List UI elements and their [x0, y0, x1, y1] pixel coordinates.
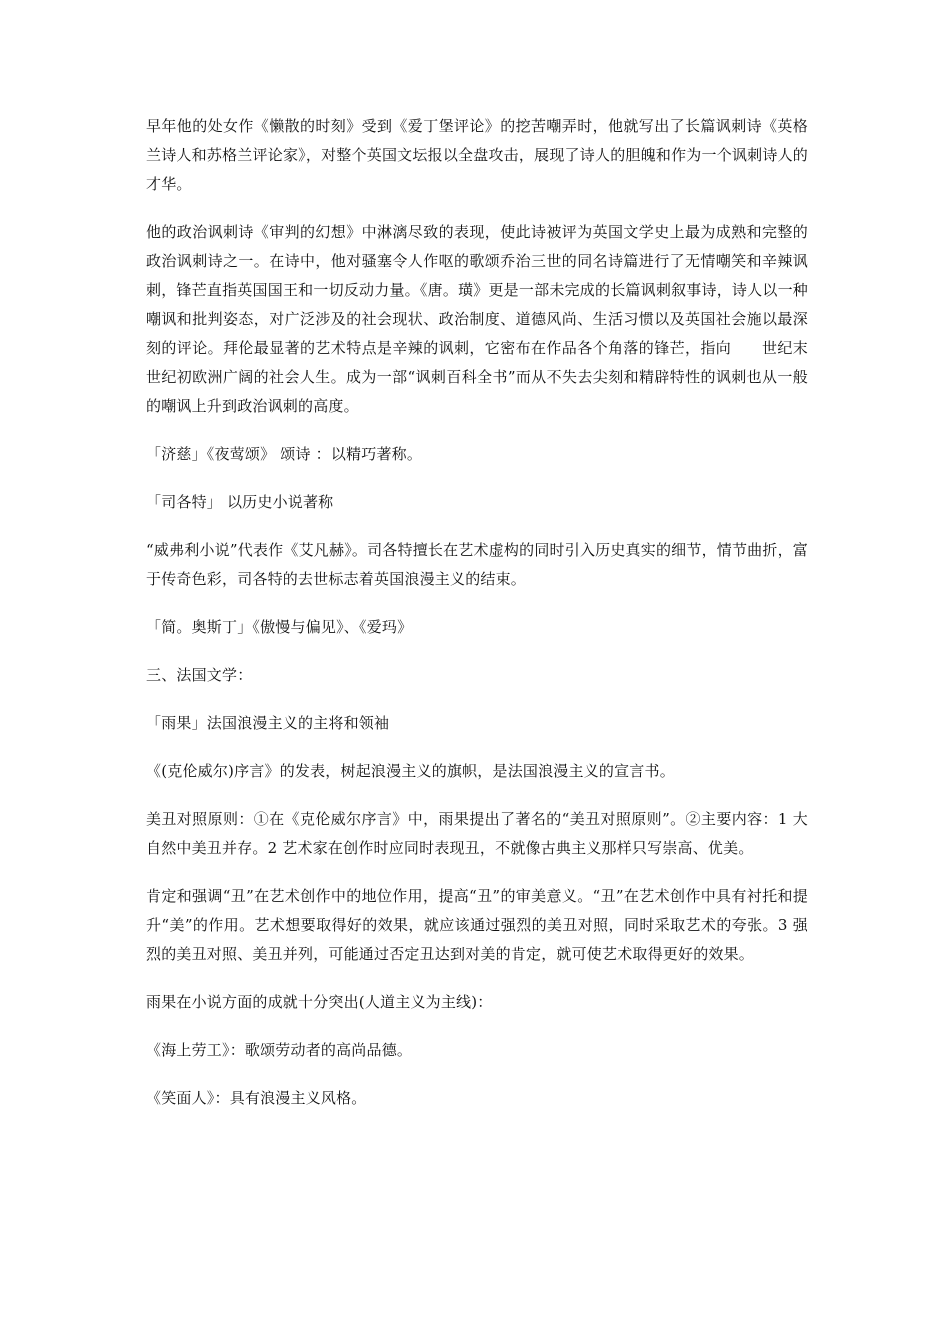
- document-body: [146, 112, 839, 1132]
- paragraph-hugo-novels: 雨果在小说方面的成就十分突出(人道主义为主线)：: [146, 993, 493, 1011]
- paragraph-cromwell-preface: 《(克伦威尔)序言》的发表，树起浪漫主义的旗帜，是法国浪漫主义的宣言书。: [146, 762, 675, 780]
- paragraph-scott-heading: 「司各特」 以历史小说著称: [146, 493, 334, 511]
- paragraph-austen: 「简。奥斯丁」《傲慢与偏见》、《爱玛》: [146, 618, 413, 636]
- paragraph-byron-early-satire: 早年他的处女作《懒散的时刻》受到《爱丁堡评论》的挖苦嘲弄时，他就写出了长篇讽刺诗《英格兰诗人和苏格兰评论家》，对整个英国文坛报以全盘攻击，展现了诗人的胆魄和作为一个讽刺诗人的才华。: [146, 117, 808, 193]
- paragraph-hugo-heading: 「雨果」法国浪漫主义的主将和领袖: [146, 714, 390, 732]
- paragraph-keats: 「济慈」《夜莺颂》 颂诗 ：以精巧著称。: [146, 445, 423, 463]
- paragraph-byron-political-satire: 他的政治讽刺诗《审判的幻想》中淋漓尽致的表现，使此诗被评为英国文学史上最为成熟和完整的政治讽刺诗之一。在诗中，他对骚塞令人作呕的歌颂乔治三世的同名诗篇进行了无情嘲笑和辛辣讽刺，锋芒直指英国国王和一切反动力量。《唐。璜》更是一部未完成的长篇讽刺叙事诗，诗人以一种嘲讽和批判姿态，对广泛涉及的社会现状、政治制度、道德风尚、生活习惯以及英国社会施以最深刻的评论。拜伦最显著的艺术特点是辛辣的讽刺，它密布在作品各个角落的锋芒，指向 世纪末 世纪初欧洲广阔的社会人生。成为一部“讽刺百科全书”而从不失去尖刻和精辟特性的讽刺也从一般的嘲讽上升到政治讽刺的高度。: [146, 223, 839, 415]
- paragraph-contrast-principle: 美丑对照原则：①在《克伦威尔序言》中，雨果提出了著名的“美丑对照原则”。②主要内容：1 大自然中美丑并存。2 艺术家在创作时应同时表现丑，不就像古典主义那样只写崇高、优美。: [146, 810, 808, 857]
- paragraph-waverley-novels: “威弗利小说”代表作《艾凡赫》。司各特擅长在艺术虚构的同时引入历史真实的细节，情节曲折，富于传奇色彩，司各特的去世标志着英国浪漫主义的结束。: [146, 541, 808, 588]
- paragraph-toilers-of-the-sea: 《海上劳工》：歌颂劳动者的高尚品德。: [146, 1041, 413, 1059]
- paragraph-ugliness-role: 肯定和强调“丑”在艺术创作中的地位作用，提高“丑”的审美意义。“丑”在艺术创作中具有衬托和提升“美”的作用。艺术想要取得好的效果，就应该通过强烈的美丑对照，同时采取艺术的夸张。3 强烈的美丑对照、美丑并列，可能通过否定丑达到对美的肯定，就可使艺术取得更好的效果。: [146, 887, 808, 963]
- section-heading-french-literature: 三、法国文学：: [146, 666, 253, 684]
- paragraph-man-who-laughs: 《笑面人》：具有浪漫主义风格。: [146, 1089, 367, 1107]
